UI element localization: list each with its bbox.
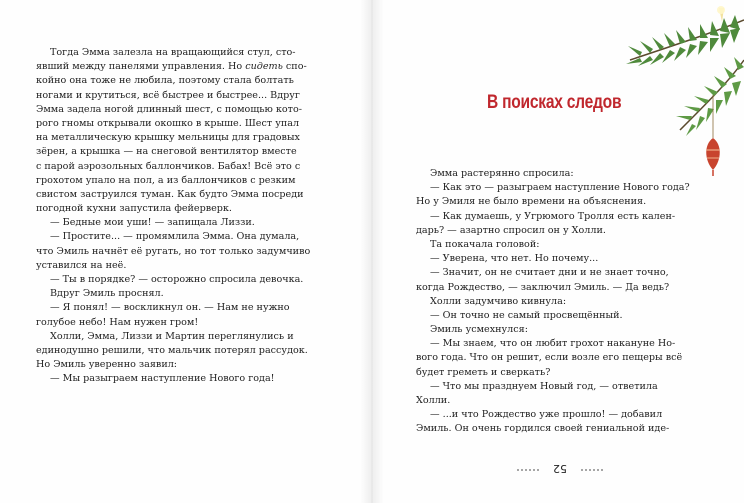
text-line: ногами и крутиться, всё быстрее и быстрее... Вдруг xyxy=(36,89,300,101)
text-line: — Значит, он не считает дни и не знает точно, xyxy=(430,267,669,279)
page-number: 52 xyxy=(553,462,567,475)
text-line: — Как думаешь, у Угрюмого Тролля есть кален- xyxy=(430,210,676,222)
chapter-title: В поисках следов xyxy=(487,92,622,113)
page-number-footer xyxy=(510,462,610,478)
text-line: — Что мы празднуем Новый год, — ответила xyxy=(430,380,658,392)
text-line: Но Эмиль уверенно заявил: xyxy=(36,359,178,371)
text-line: — Мы знаем, что он любит грохот накануне Но- xyxy=(430,338,676,350)
text-segment: спо- xyxy=(282,61,307,73)
text-line: вого года. Что он решит, если возле его пещеры всё xyxy=(416,352,683,364)
text-line: когда Рождество, — заключил Эмиль. — Да ведь? xyxy=(416,281,670,293)
text-line: уставился на неё. xyxy=(36,259,127,271)
text-line xyxy=(36,60,332,74)
text-line: — Ты в порядке? — осторожно спросила девочка. xyxy=(50,274,304,285)
text-line: единодушно решили, что мальчик потерял рассудок. xyxy=(36,344,308,356)
text-line: зёрен, а крышка — на снеговой вентилятор вместе xyxy=(36,146,297,158)
text-line: — Я понял! — воскликнул он. — Нам не нужно xyxy=(50,302,290,314)
text-line: Эмиль усмехнулся: xyxy=(430,324,528,336)
text-line: грохотом упало на пол, а из баллончиков с резким xyxy=(36,174,296,186)
text-line: Эмма растерянно спросила: xyxy=(430,168,574,179)
dotted-ornament-left xyxy=(516,469,540,471)
text-line: Эмиль. Он очень гордился своей гениальной иде- xyxy=(416,423,670,435)
text-line: — Уверена, что нет. Но почему... xyxy=(430,253,599,265)
text-line: будет греметь и сверкать? xyxy=(416,366,551,378)
text-line: — Простите... — промямлила Эмма. Она думала, xyxy=(50,231,300,243)
text-line: голубое небо! Нам нужен гром! xyxy=(36,316,199,328)
text-line: — ...и что Рождество уже прошло! — добавил xyxy=(430,409,663,421)
text-line: — Бедные мои уши! — запищала Лиззи. xyxy=(50,217,255,229)
text-line: Вдруг Эмиль проснял. xyxy=(50,288,164,300)
text-line: Холли. xyxy=(416,395,451,406)
text-line: что Эмиль начнёт её ругать, но тот только задумчиво xyxy=(36,245,311,257)
text-line: Но у Эмиля не было времени на объяснения. xyxy=(416,196,647,208)
left-page-text xyxy=(36,46,332,387)
text-line: погодной кухни запустила фейерверк. xyxy=(36,203,232,215)
text-line: койно она тоже не любила, поэтому стала болтать xyxy=(36,75,294,87)
text-segment: явший между панелями управления. Но xyxy=(36,61,246,73)
text-line: — Как это — разыграем наступление Нового года? xyxy=(430,182,690,194)
text-line: с парой аэрозольных баллончиков. Бабах! Всё это с xyxy=(36,160,301,172)
text-line: Холли, Эмма, Лиззи и Мартин переглянулись и xyxy=(50,330,294,342)
right-page-text xyxy=(416,167,696,437)
text-line: рого гномы открывали окошко в крыше. Шест упал xyxy=(36,117,300,129)
text-line: — Он точно не самый просвещённый. xyxy=(430,309,623,321)
pine-branch-illustration xyxy=(610,0,744,190)
dotted-ornament-right xyxy=(580,469,604,471)
text-line: Тогда Эмма залезла на вращающийся стул, сто- xyxy=(50,47,296,58)
italic-word: сидеть xyxy=(245,61,283,73)
text-line: Холли задумчиво кивнула: xyxy=(430,295,567,307)
text-line: — Мы разыграем наступление Нового года! xyxy=(50,373,275,385)
text-line: дарь? — азартно спросил он у Холли. xyxy=(416,224,606,236)
text-line: Та покачала головой: xyxy=(430,238,540,250)
text-line: Эмма задела ногой длинный шест, с помощью кото- xyxy=(36,103,302,115)
text-line: свистом заструился туман. Как будто Эмма посреди xyxy=(36,188,304,200)
text-line: на металлическую крышку мельницы для градовых xyxy=(36,132,300,144)
page-gutter xyxy=(360,0,384,503)
pine-branch-icon xyxy=(626,6,744,176)
